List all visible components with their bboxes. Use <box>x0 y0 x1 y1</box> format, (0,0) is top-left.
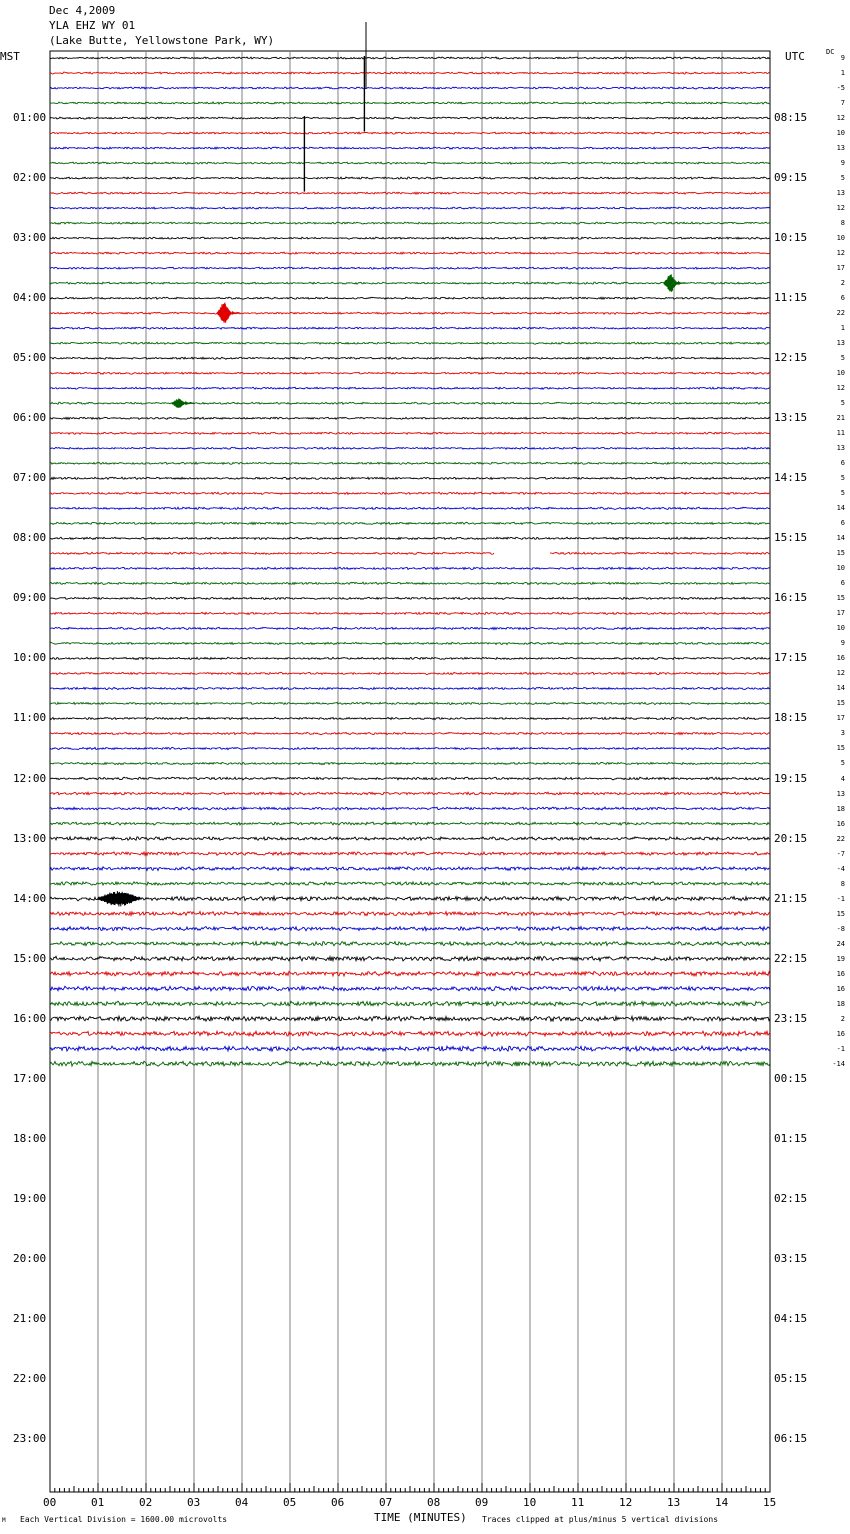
trace-line <box>50 1031 770 1036</box>
trace-line <box>50 207 770 209</box>
x-tick-label: 03 <box>187 1496 201 1509</box>
trace-line <box>50 372 770 374</box>
trace-line <box>50 627 770 629</box>
trace-line <box>50 642 770 644</box>
left-hour-label: 07:00 <box>13 471 47 485</box>
dc-offset-value: 22 <box>836 834 845 843</box>
right-hour-label: 19:15 <box>774 771 808 785</box>
dc-offset-value: 13 <box>836 189 845 198</box>
trace-line <box>50 147 770 149</box>
x-tick-label: 05 <box>283 1496 297 1509</box>
x-tick-label: 01 <box>91 1496 105 1509</box>
left-hour-label: 22:00 <box>13 1371 47 1385</box>
trace-line <box>50 597 770 599</box>
right-hour-label: 12:15 <box>774 351 808 365</box>
dc-offset-value: 15 <box>836 909 845 918</box>
dc-offset-value: 9 <box>840 159 845 168</box>
dc-offset-value: 8 <box>840 879 845 888</box>
dc-offset-value: 6 <box>840 519 845 528</box>
left-hour-label: 17:00 <box>13 1071 47 1085</box>
dc-offset-value: 19 <box>836 954 845 963</box>
right-hour-label: 21:15 <box>774 891 808 905</box>
trace-line <box>50 792 770 795</box>
left-hour-label: 21:00 <box>13 1311 47 1325</box>
right-hour-label: 18:15 <box>774 711 808 725</box>
dc-offset-value: 15 <box>836 699 845 708</box>
trace-line <box>50 762 770 764</box>
right-hour-label: 22:15 <box>774 951 808 965</box>
left-hour-label: 11:00 <box>13 711 47 725</box>
minute-gridlines <box>98 51 722 1492</box>
right-hour-label: 02:15 <box>774 1191 808 1205</box>
dc-offset-value: 5 <box>840 399 845 408</box>
trace-line <box>50 867 770 871</box>
dc-offset-value: 14 <box>836 504 845 513</box>
left-hour-label: 08:00 <box>13 531 47 545</box>
left-hour-label: 15:00 <box>13 951 47 965</box>
trace-line <box>50 327 770 329</box>
trace-line <box>50 732 770 734</box>
dc-offset-value: -1 <box>836 1044 845 1053</box>
right-hour-label: 10:15 <box>774 231 808 245</box>
trace-line <box>50 447 770 449</box>
trace-line <box>50 402 770 404</box>
left-hour-label: 14:00 <box>13 891 47 905</box>
left-hour-label: 18:00 <box>13 1131 47 1145</box>
chart-date: Dec 4,2009 <box>49 4 116 17</box>
dc-offset-value: 12 <box>836 384 845 393</box>
x-tick-label: 00 <box>43 1496 57 1509</box>
right-hour-label: 13:15 <box>774 411 808 425</box>
trace-line <box>50 177 770 179</box>
x-tick-label: 11 <box>571 1496 585 1509</box>
dc-offset-value: -1 <box>836 894 845 903</box>
trace-line <box>50 57 770 59</box>
x-tick-label: 12 <box>619 1496 633 1509</box>
dc-offset-value: 9 <box>840 639 845 648</box>
dc-offset-value: 18 <box>836 804 845 813</box>
dc-offset-value: 16 <box>836 654 845 663</box>
trace-line <box>50 986 770 991</box>
quake-event <box>172 399 194 408</box>
dc-offset-value: 15 <box>836 594 845 603</box>
dc-offset-value: 16 <box>836 969 845 978</box>
dc-offset-value: 14 <box>836 684 845 693</box>
dc-offset-value: 9 <box>840 54 845 62</box>
x-tick-label: 13 <box>667 1496 681 1509</box>
trace-line <box>50 537 770 539</box>
dc-offset-value: 13 <box>836 339 845 348</box>
trace-line <box>50 102 770 104</box>
dc-offset-value: 5 <box>840 489 845 498</box>
trace-line <box>50 777 770 780</box>
dc-offset-value: 10 <box>836 624 845 633</box>
trace-line <box>50 492 770 494</box>
dc-offset-value: -8 <box>836 924 845 933</box>
clip-note: Traces clipped at plus/minus 5 vertical divisions <box>482 1515 719 1524</box>
x-tick-label: 15 <box>763 1496 777 1509</box>
dc-offset-value: 13 <box>836 789 845 798</box>
trace-line <box>50 896 770 900</box>
trace-line <box>50 837 770 841</box>
dc-offset-value: 3 <box>840 729 845 738</box>
left-hour-label: 13:00 <box>13 831 47 845</box>
dc-offset-value: 6 <box>840 294 845 303</box>
dc-offset-value: 24 <box>836 939 845 948</box>
dc-offset-value: 11 <box>836 429 845 438</box>
trace-line <box>50 911 770 915</box>
dc-offset-value: 15 <box>836 549 845 558</box>
x-tick-label: 10 <box>523 1496 537 1509</box>
dc-offset-value: 13 <box>836 144 845 153</box>
dc-offset-value: 10 <box>836 564 845 573</box>
dc-offset-value: 12 <box>836 669 845 678</box>
right-hour-label: 11:15 <box>774 291 808 305</box>
trace-line <box>50 117 770 119</box>
trace-line <box>50 807 770 810</box>
x-tick-label: 08 <box>427 1496 441 1509</box>
right-hour-label: 08:15 <box>774 111 808 125</box>
trace-line <box>50 222 770 224</box>
trace-line <box>50 417 770 419</box>
dc-offset-value: 4 <box>840 774 845 783</box>
trace-line <box>50 267 770 269</box>
dc-offset-value: 12 <box>836 204 845 213</box>
trace-line <box>50 162 770 164</box>
trace-line <box>50 882 770 886</box>
quake-event <box>664 274 686 291</box>
dc-offset-value: 7 <box>840 99 845 108</box>
dc-offset-header: DC <box>826 48 835 56</box>
dc-offset-value: 17 <box>836 264 845 273</box>
left-hour-label: 03:00 <box>13 231 47 245</box>
dc-offset-value: 12 <box>836 114 845 123</box>
trace-line <box>50 747 770 749</box>
trace-line <box>50 552 770 554</box>
right-hour-label: 06:15 <box>774 1431 808 1445</box>
trace-line <box>50 462 770 464</box>
trace-line <box>50 702 770 704</box>
dc-offset-value: 16 <box>836 984 845 993</box>
dc-offset-value: 13 <box>836 444 845 453</box>
right-hour-label: 23:15 <box>774 1011 808 1025</box>
dc-offset-value: 10 <box>836 234 845 243</box>
x-tick-label: 02 <box>139 1496 153 1509</box>
dc-offset-value: 17 <box>836 609 845 618</box>
dc-offset-value: 5 <box>840 354 845 363</box>
trace-line <box>50 87 770 89</box>
station-location: (Lake Butte, Yellowstone Park, WY) <box>49 34 275 47</box>
right-timezone-label: UTC <box>785 50 805 63</box>
x-tick-label: 04 <box>235 1496 249 1509</box>
x-axis-title: TIME (MINUTES) <box>374 1511 467 1524</box>
trace-line <box>50 1016 770 1021</box>
trace-line <box>50 192 770 194</box>
x-tick-label: 14 <box>715 1496 729 1509</box>
right-hour-label: 20:15 <box>774 831 808 845</box>
x-tick-label: 09 <box>475 1496 489 1509</box>
left-hour-label: 05:00 <box>13 351 47 365</box>
dc-offset-value: 17 <box>836 714 845 723</box>
dc-offset-value: 2 <box>840 1014 845 1023</box>
trace-line <box>50 312 770 314</box>
dc-offset-value: 10 <box>836 129 845 138</box>
dc-offset-value: 5 <box>840 759 845 768</box>
right-hour-label: 03:15 <box>774 1251 808 1265</box>
scale-note: Each Vertical Division = 1600.00 microvolts <box>20 1515 228 1524</box>
left-timezone-label: MST <box>0 50 20 63</box>
trace-line <box>50 522 770 524</box>
dc-offset-value: -7 <box>836 849 845 858</box>
station-id: YLA EHZ WY 01 <box>49 19 136 32</box>
trace-line <box>50 507 770 509</box>
left-hour-label: 04:00 <box>13 291 47 305</box>
dc-offset-value: 15 <box>836 744 845 753</box>
trace-line <box>50 1046 770 1051</box>
right-hour-label: 05:15 <box>774 1371 808 1385</box>
left-hour-label: 20:00 <box>13 1251 47 1265</box>
dc-offset-value: 22 <box>836 309 845 318</box>
left-hour-label: 09:00 <box>13 591 47 605</box>
noise-burst <box>97 891 140 906</box>
trace-line <box>50 852 770 855</box>
trace-line <box>50 942 770 946</box>
dc-offset-value: -5 <box>836 84 845 93</box>
dc-offset-value: 16 <box>836 1029 845 1038</box>
right-hour-label: 14:15 <box>774 471 808 485</box>
dc-offset-value: 12 <box>836 249 845 258</box>
dc-offset-value: 16 <box>836 819 845 828</box>
corner-mark: M <box>2 1517 6 1524</box>
trace-line <box>50 432 770 434</box>
trace-line <box>50 822 770 825</box>
dc-offset-value: 21 <box>836 414 845 423</box>
right-hour-label: 16:15 <box>774 591 808 605</box>
trace-line <box>50 687 770 689</box>
quake-event <box>218 303 240 323</box>
right-hour-label: 17:15 <box>774 651 808 665</box>
dc-offset-value: 5 <box>840 174 845 183</box>
trace-line <box>50 927 770 931</box>
trace-line <box>50 1001 770 1006</box>
right-hour-label: 15:15 <box>774 531 808 545</box>
trace-line <box>50 582 770 584</box>
dc-offset-value: 10 <box>836 369 845 378</box>
left-hour-label: 10:00 <box>13 651 47 665</box>
trace-line <box>50 297 770 299</box>
dc-offset-value: 14 <box>836 534 845 543</box>
trace-line <box>50 971 770 976</box>
trace-line <box>50 717 770 719</box>
right-hour-label: 09:15 <box>774 171 808 185</box>
left-hour-label: 16:00 <box>13 1011 47 1025</box>
trace-line <box>50 672 770 674</box>
trace-line <box>50 657 770 659</box>
trace-line <box>50 282 770 284</box>
trace-line <box>50 342 770 344</box>
trace-line <box>50 956 770 961</box>
left-hour-label: 02:00 <box>13 171 47 185</box>
dc-offset-value: 5 <box>840 474 845 483</box>
x-tick-label: 07 <box>379 1496 393 1509</box>
trace-line <box>50 1061 770 1066</box>
dc-offset-value: 18 <box>836 999 845 1008</box>
dc-offset-value: 1 <box>840 324 845 333</box>
trace-line <box>50 357 770 359</box>
left-hour-label: 06:00 <box>13 411 47 425</box>
dc-offset-value: 2 <box>840 279 845 288</box>
left-hour-label: 23:00 <box>13 1431 47 1445</box>
dc-offset-value: 6 <box>840 579 845 588</box>
x-tick-label: 06 <box>331 1496 345 1509</box>
left-hour-label: 12:00 <box>13 771 47 785</box>
right-hour-label: 01:15 <box>774 1131 808 1145</box>
trace-line <box>50 567 770 569</box>
trace-line <box>50 612 770 614</box>
trace-line <box>50 72 770 74</box>
right-hour-label: 04:15 <box>774 1311 808 1325</box>
trace-line <box>50 237 770 239</box>
dc-offset-value: 8 <box>840 219 845 228</box>
trace-line <box>50 477 770 479</box>
dc-offset-value: 1 <box>840 69 845 77</box>
trace-group <box>50 57 770 1066</box>
dc-offset-value: -14 <box>832 1059 845 1068</box>
left-hour-label: 19:00 <box>13 1191 47 1205</box>
trace-line <box>50 252 770 254</box>
trace-line <box>50 132 770 134</box>
right-hour-label: 00:15 <box>774 1071 808 1085</box>
dc-offset-value: 6 <box>840 459 845 468</box>
x-axis <box>50 1483 770 1492</box>
trace-line <box>50 387 770 389</box>
left-hour-label: 01:00 <box>13 111 47 125</box>
dc-offset-value: -4 <box>836 864 845 873</box>
